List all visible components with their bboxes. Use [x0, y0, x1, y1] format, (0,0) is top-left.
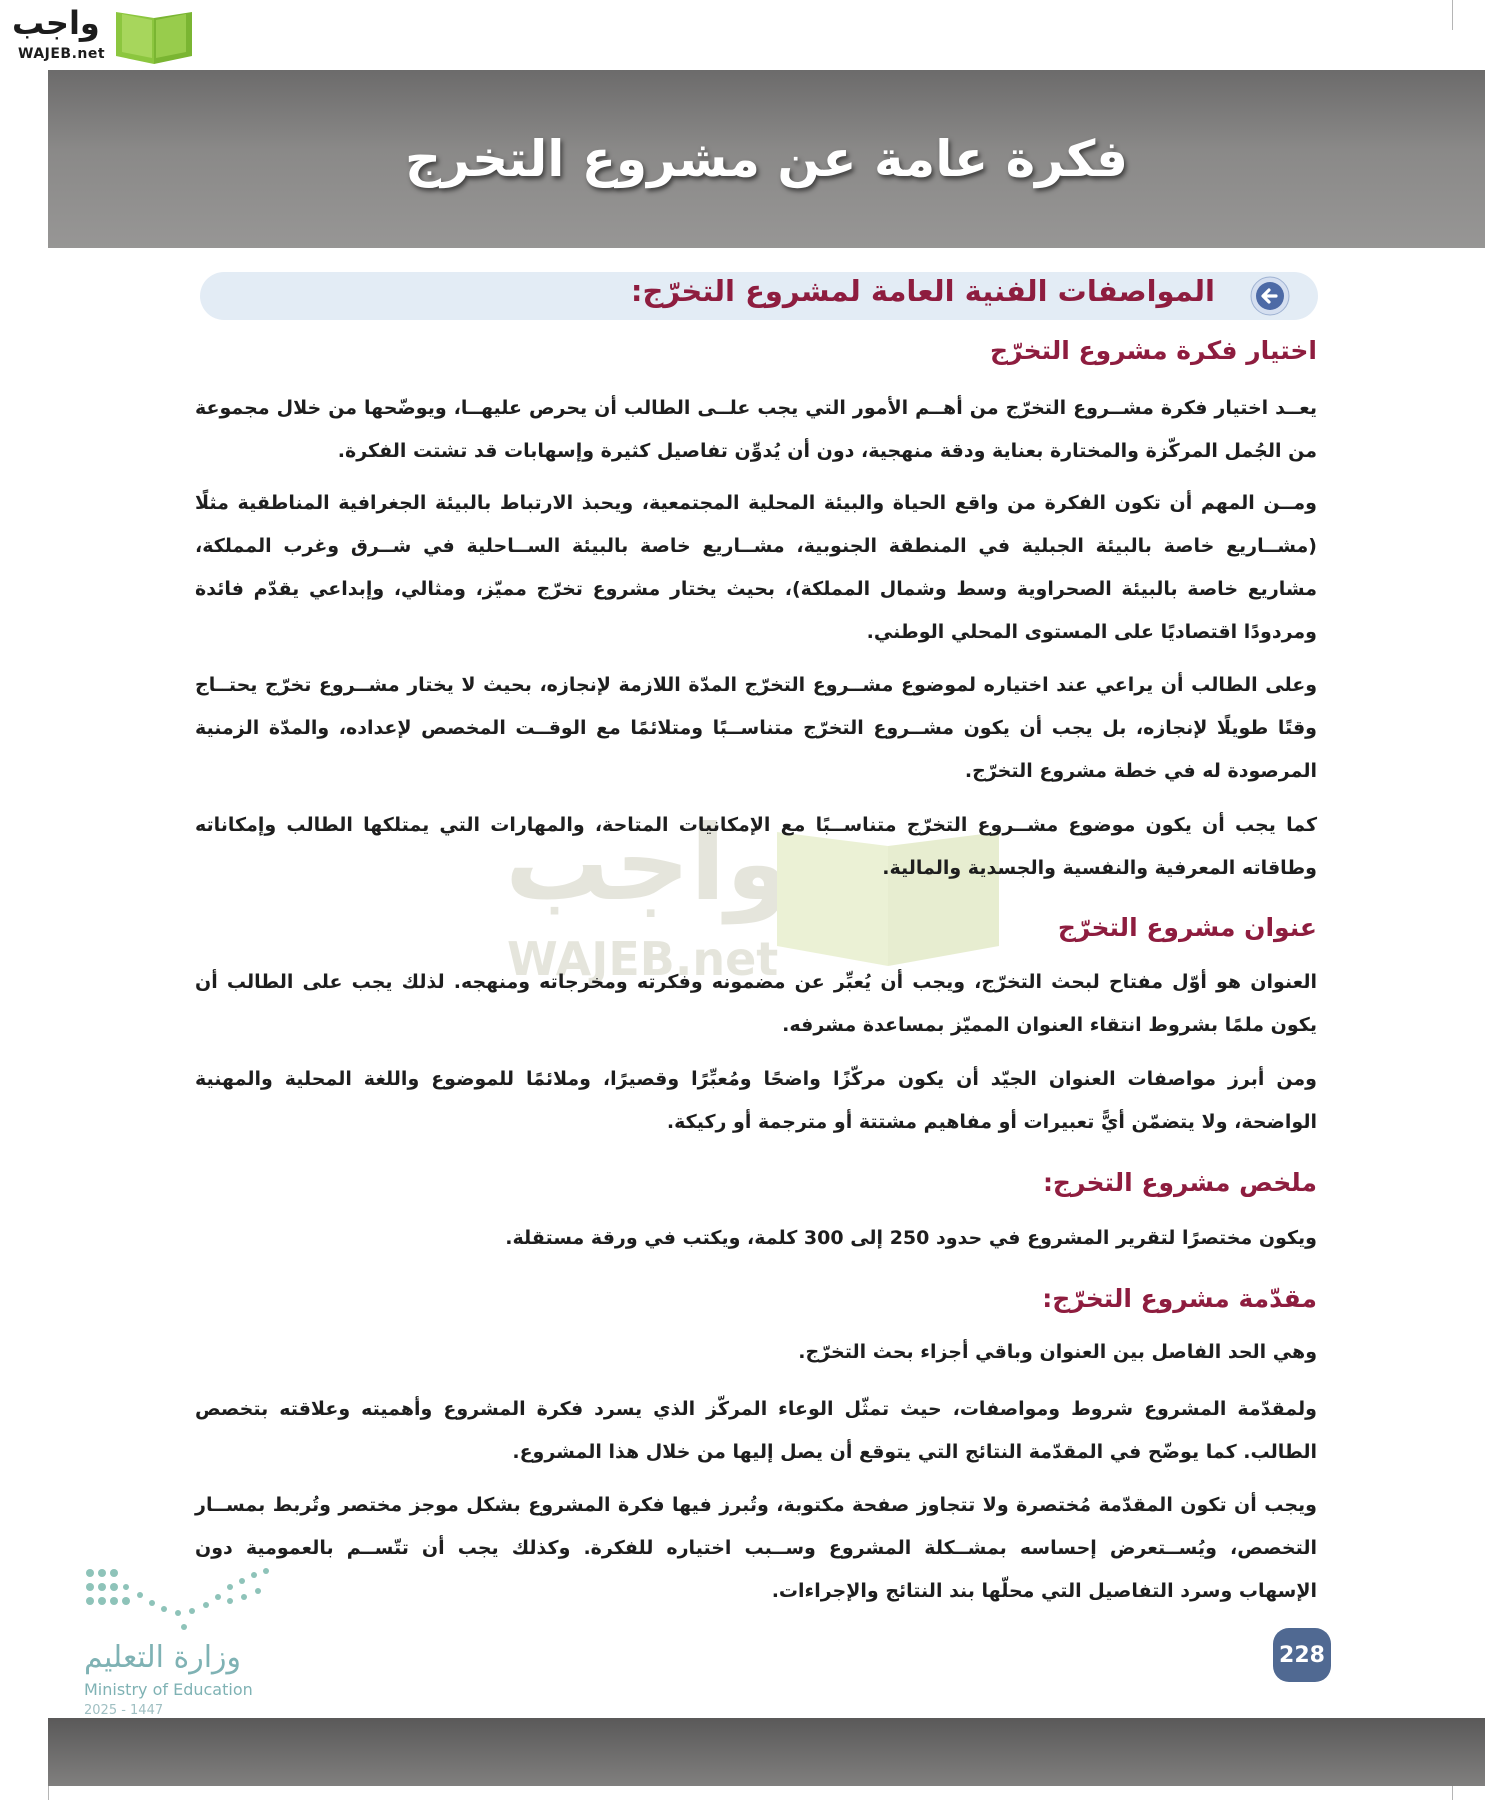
paragraph-intro-2: ولمقدّمة المشروع شروط ومواصفات، حيث تمثّل الوعاء المركّز الذي يسرد فكرة المشروع وأهميته وعلاقته بتخصص الطالب. كما يوضّح في المقدّمة النتائج التي يتوقع أن يصل إليها من خلال هذا المشروع.: [195, 1398, 1317, 1463]
crop-mark-right: [1452, 0, 1453, 30]
back-arrow-icon[interactable]: [1250, 276, 1290, 316]
heading-project-title: عنوان مشروع التخرّج: [1057, 913, 1317, 942]
paragraph-idea-4: كما يجب أن يكون موضوع مشــروع التخرّج متناســبًا مع الإمكانيات المتاحة، والمهارات التي يمتلكها الطالب وإمكاناته وطاقاته المعرفية والنفسية والجسدية والمالية.: [195, 814, 1317, 879]
ministry-name-english: Ministry of Education: [84, 1680, 253, 1699]
paragraph-idea-3: وعلى الطالب أن يراعي عند اختياره لموضوع مشــروع التخرّج المدّة اللازمة لإنجازه، بحيث لا يختار مشــروع تخرّج يحتــاج وقتًا طويلًا لإنجازه، بل يجب أن يكون مشــروع التخرّج متناســبًا ومتلائمًا مع الوقــت المخصص لإعداده، والمدّة الزمنية المرصودة له في خطة مشروع التخرّج.: [195, 674, 1317, 782]
paragraph-summary-1: ويكون مختصرًا لتقرير المشروع في حدود 250 إلى 300 كلمة، ويكتب في ورقة مستقلة.: [505, 1227, 1317, 1249]
watermark-arabic-text: واجب: [505, 802, 791, 924]
heading-project-introduction: مقدّمة مشروع التخرّج:: [1042, 1284, 1317, 1313]
ministry-logo-icon: [84, 1563, 274, 1635]
paragraph-intro-1: وهي الحد الفاصل بين العنوان وباقي أجزاء بحث التخرّج.: [798, 1341, 1317, 1363]
page-number-badge: 228: [1273, 1628, 1331, 1682]
paragraph-idea-1: يعــد اختيار فكرة مشــروع التخرّج من أهــم الأمور التي يجب علــى الطالب أن يحرص عليهــا، ويوضّحها من خلال مجموعة من الجُمل المركّزة والمختارة بعناية ودقة منهجية، دون أن يُدوِّن تفاصيل كثيرة وإسهابات قد تشتت الفكرة.: [195, 397, 1317, 462]
heading-idea-selection: اختيار فكرة مشروع التخرّج: [990, 336, 1317, 365]
page-title: فكرة عامة عن مشروع التخرج: [404, 130, 1129, 188]
watermark-latin-text: WAJEB.net: [507, 932, 779, 986]
book-icon: [112, 6, 196, 66]
wajeb-logo[interactable]: [8, 4, 190, 66]
ministry-year: 2025 - 1447: [84, 1703, 164, 1718]
paragraph-intro-3: ويجب أن تكون المقدّمة مُختصرة ولا تتجاوز صفحة مكتوبة، وتُبرز فيها فكرة المشروع بشكل موجز مختصر وتُربط بمســار التخصص، ويُســتعرض إحساسه بمشــكلة المشروع وســبب اختياره للفكرة. وكذلك يجب أن تتّســم بالعمومية دون الإسهاب وسرد التفاصيل التي محلّها بند النتائج والإجراءات.: [195, 1494, 1317, 1602]
paragraph-title-2: ومن أبرز مواصفات العنوان الجيّد أن يكون مركّزًا واضحًا ومُعبِّرًا وقصيرًا، وملائمًا للموضوع واللغة المحلية والمهنية الواضحة، ولا يتضمّن أيًّ تعبيرات أو مفاهيم مشتتة أو مترجمة أو ركيكة.: [195, 1068, 1317, 1133]
paragraph-idea-2: ومــن المهم أن تكون الفكرة من واقع الحياة والبيئة المحلية المجتمعية، ويحبذ الارتباط بالبيئة الجغرافية المناطقية مثلًا (مشــاريع خاصة بالبيئة الجبلية في المنطقة الجنوبية، مشــاريع خاصة بالبيئة الســاحلية في شــرق وغرب المملكة، مشاريع خاصة بالبيئة الصحراوية وسط وشمال المملكة)، بحيث يختار مشروع تخرّج مميّز، ومثالي، وإبداعي يقدّم فائدة ومردودًا اقتصاديًا على المستوى المحلي الوطني.: [195, 492, 1317, 643]
logo-arabic-text: واجب: [12, 4, 100, 42]
ministry-name-arabic: وزارة التعليم: [84, 1640, 242, 1675]
logo-latin-text: WAJEB.net: [18, 46, 106, 62]
section-title: المواصفات الفنية العامة لمشروع التخرّج:: [630, 274, 1215, 308]
footer-bar: [48, 1718, 1485, 1786]
paragraph-title-1: العنوان هو أوّل مفتاح لبحث التخرّج، ويجب أن يُعبِّر عن مضمونه وفكرته ومخرجاته ومنهجه. لذلك يجب على الطالب أن يكون ملمًا بشروط انتقاء العنوان المميّز بمساعدة مشرفه.: [195, 971, 1317, 1036]
heading-project-summary: ملخص مشروع التخرج:: [1042, 1168, 1317, 1197]
chapter-header-banner: [48, 70, 1485, 248]
